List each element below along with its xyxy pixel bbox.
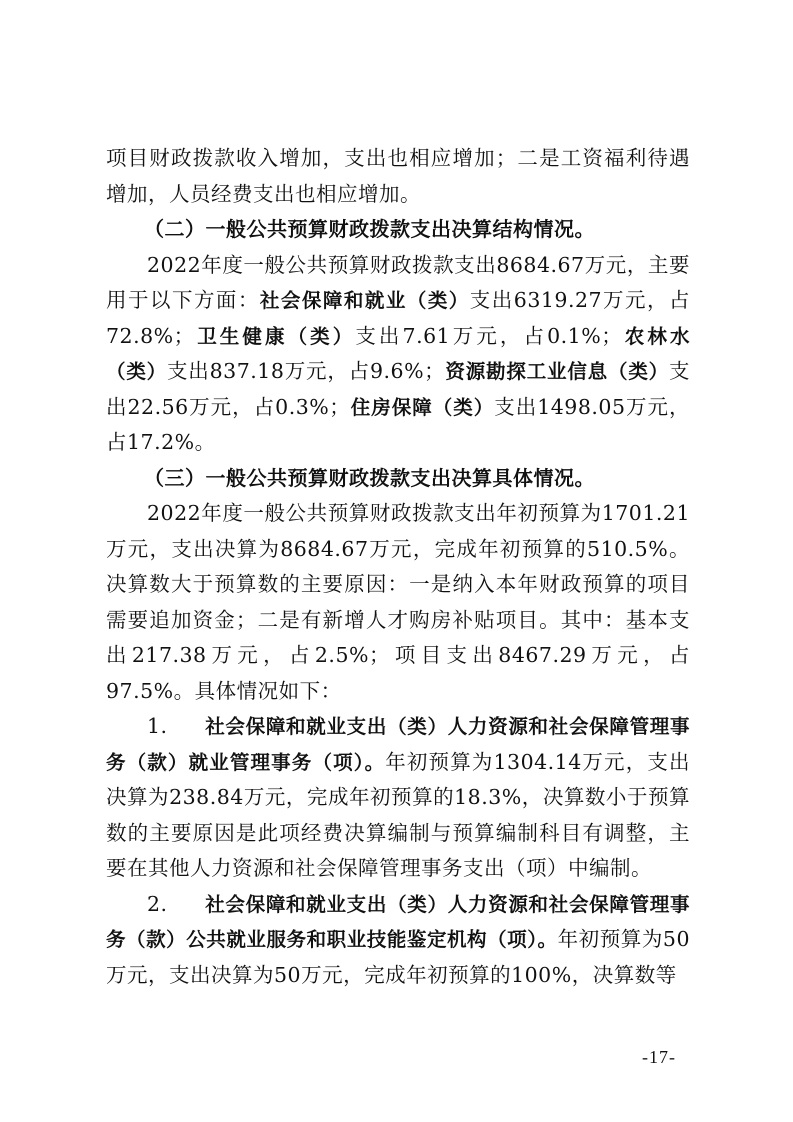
page-number: -17-	[642, 1047, 676, 1067]
text-span: 支出22.56万元，占0.3%；	[106, 359, 690, 419]
text-span: 支出837.18万元，占9.6%；	[166, 359, 446, 383]
text-span: 支出7.61万元，占0.1%；	[355, 323, 623, 348]
category-social-security: 社会保障和就业（类）	[259, 289, 470, 312]
item-text: 年初预算为1304.14万元，支出决算为238.84万元，完成年初预算的18.3%，决算数小于预算数的主要原因是此项经费决算编制与预算编制科目有调整，主要在其他人力资源和社会保障管理事务支出（项）中编制。	[106, 749, 690, 880]
text-span: 支出1498.05万元，占17.2%。	[106, 394, 690, 454]
document-body	[106, 141, 690, 993]
text-span: 2022年度一般公共预算财政拨款支出8684.67万元，主要用于以下方面：	[106, 252, 690, 312]
section-heading-3: （三）一般公共预算财政拨款支出决算具体情况。	[144, 465, 595, 490]
section-heading-2: （二）一般公共预算财政拨款支出决算结构情况。	[144, 217, 595, 241]
text-span: 支出6319.27万元，占72.8%；	[106, 288, 690, 348]
paragraph-expenditure-details: 2022年度一般公共预算财政拨款支出年初预算为1701.21万元，支出决算为8684.67万元，完成年初预算的510.5%。决算数大于预算数的主要原因：一是纳入本年财政预算的项目需要追加资金；二是有新增人才购房补贴项目。其中：基本支出217.38万元，占2.5%；项目支出8467.29万元，占97.5%。具体情况如下：	[106, 501, 690, 703]
category-agriculture: 农林水（类）	[106, 324, 690, 383]
category-resources: 资源勘探工业信息（类）	[445, 360, 669, 383]
item-title: 社会保障和就业支出（类）人力资源和社会保障管理事务（款）公共就业服务和职业技能鉴定机构（项）。	[106, 892, 690, 951]
paragraph-continuation: 项目财政拨款收入增加，支出也相应增加；二是工资福利待遇增加，人员经费支出也相应增加。	[106, 146, 690, 206]
item-title: 社会保障和就业支出（类）人力资源和社会保障管理事务（款）就业管理事务（项）。	[106, 715, 690, 774]
list-item-1	[106, 709, 690, 887]
category-health: 卫生健康（类）	[194, 324, 356, 348]
paragraph-expenditure-structure	[106, 248, 690, 461]
category-housing: 住房保障（类）	[350, 395, 495, 419]
item-number: 2.	[147, 891, 168, 916]
item-number: 1.	[147, 714, 168, 738]
list-item-2	[106, 887, 690, 994]
item-text: 年初预算为50万元，支出决算为50万元，完成年初预算的100%，决算数等	[106, 927, 690, 987]
